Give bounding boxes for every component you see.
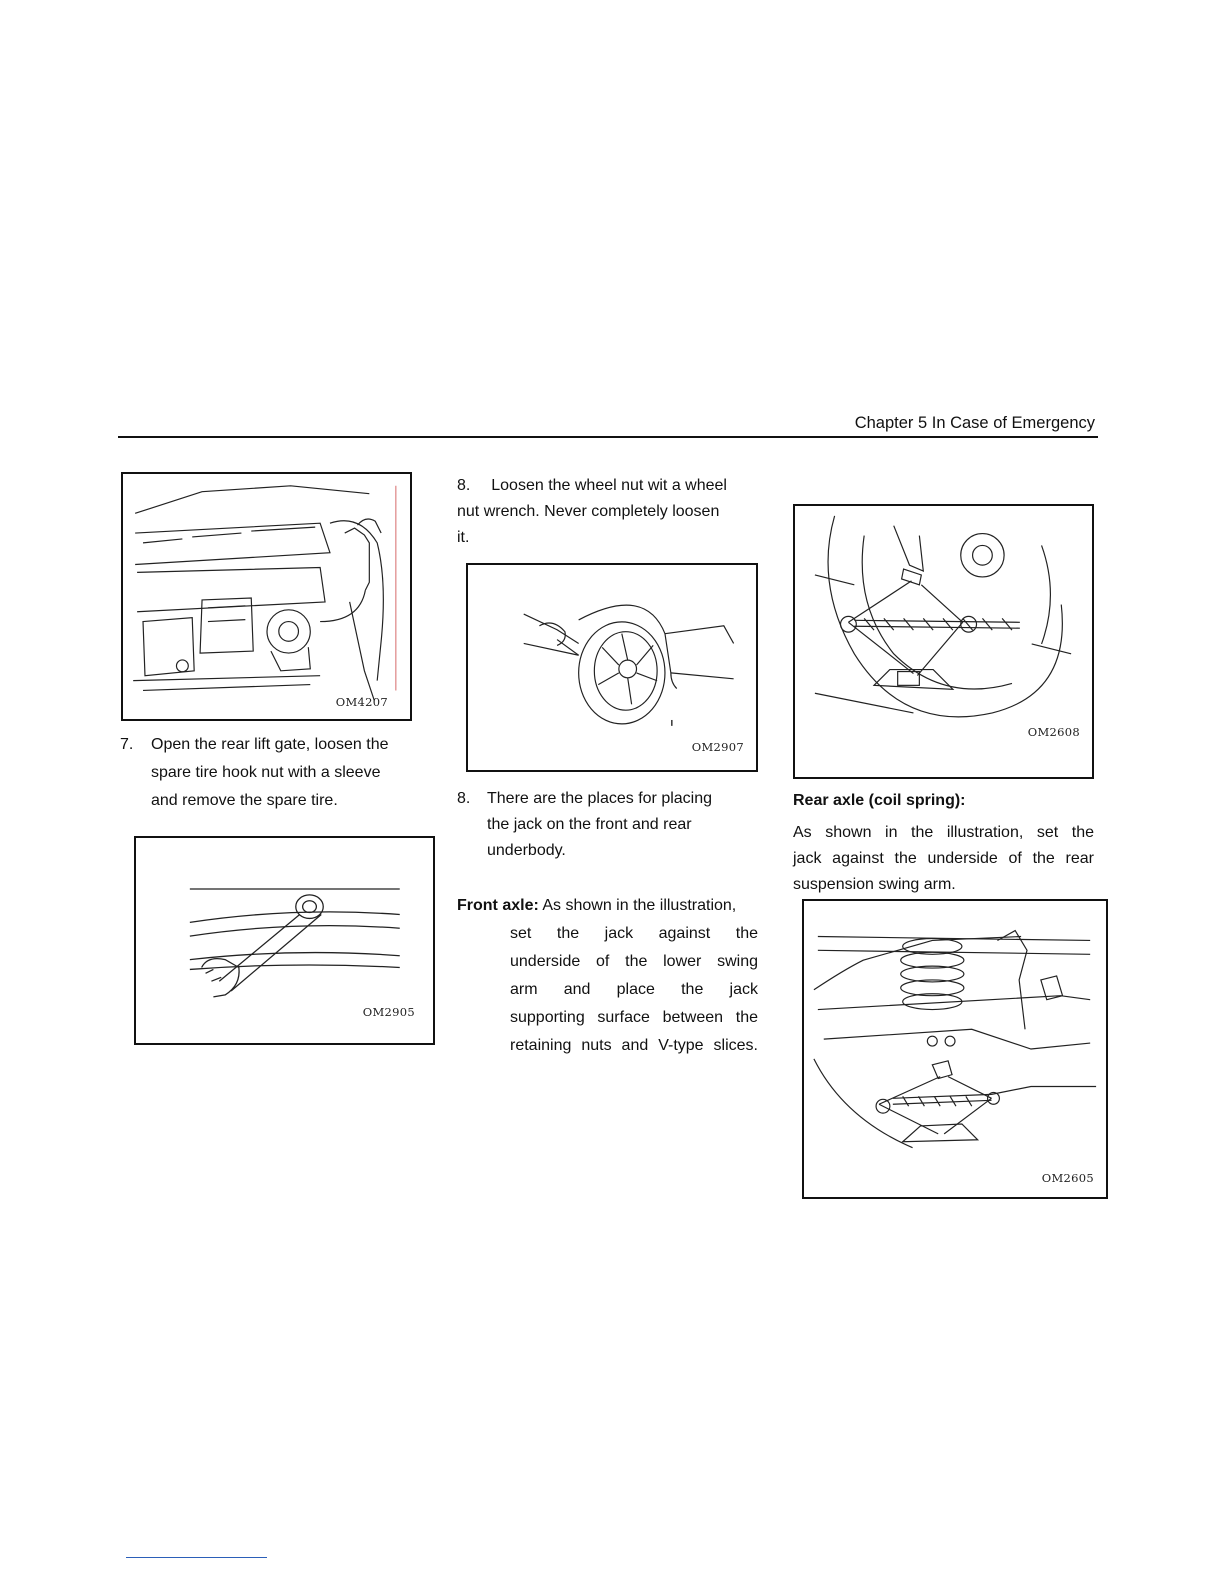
step-7-line: spare tire hook nut with a sleeve (151, 764, 381, 781)
rear-axle-section (793, 788, 1094, 898)
step-number: 8. (457, 477, 471, 494)
figure-om2907 (466, 563, 758, 772)
rear-axle-line: jack against the underside of the rear (793, 850, 1094, 867)
step-7 (120, 731, 420, 815)
front-axle-section (457, 892, 767, 1060)
step-8-loosen (457, 473, 757, 551)
header-rule (118, 436, 1098, 438)
front-axle-line: underside of the lower swing (510, 953, 758, 970)
front-axle-label: Front axle: (457, 897, 539, 914)
step-8-places-line: underbody. (487, 842, 566, 859)
front-axle-line: set the jack against the (510, 925, 758, 942)
step-number: 8. (457, 790, 471, 807)
spare-tire-hook-illustration (123, 474, 410, 719)
rear-axle-line: As shown in the illustration, set the (793, 824, 1094, 841)
figure-om4207 (121, 472, 412, 721)
rear-axle-line: suspension swing arm. (793, 876, 956, 893)
figure-code: OM2605 (1041, 1171, 1094, 1185)
figure-code: OM2905 (362, 1005, 415, 1019)
figure-code: OM2907 (691, 740, 744, 754)
figure-code: OM2608 (1027, 725, 1080, 739)
footer-rule (126, 1557, 267, 1558)
front-axle-line: supporting surface between the (510, 1009, 758, 1026)
figure-om2905 (134, 836, 435, 1045)
step-7-line: and remove the spare tire. (151, 792, 338, 809)
figure-om2608 (793, 504, 1094, 779)
front-axle-line: retaining nuts and V-type slices. (510, 1037, 758, 1054)
page-header-title: Chapter 5 In Case of Emergency (854, 414, 1095, 432)
step-8-places-line: There are the places for placing (487, 790, 713, 807)
step-7-line: Open the rear lift gate, loosen the (151, 736, 389, 753)
step-8-loosen-line: nut wrench. Never completely loosen (457, 503, 720, 520)
step-8-places (457, 786, 757, 864)
rear-axle-heading: Rear axle (coil spring): (793, 792, 966, 809)
step-8-loosen-line: Loosen the wheel nut wit a wheel (491, 477, 727, 494)
step-8-places-line: the jack on the front and rear (487, 816, 692, 833)
step-number: 7. (120, 736, 134, 753)
front-axle-line: As shown in the illustration, (542, 897, 737, 914)
figure-om2605 (802, 899, 1108, 1199)
rear-jack-illustration (804, 901, 1106, 1197)
step-8-loosen-line: it. (457, 529, 470, 546)
figure-code: OM4207 (335, 695, 388, 709)
front-axle-line: arm and place the jack (510, 981, 758, 998)
